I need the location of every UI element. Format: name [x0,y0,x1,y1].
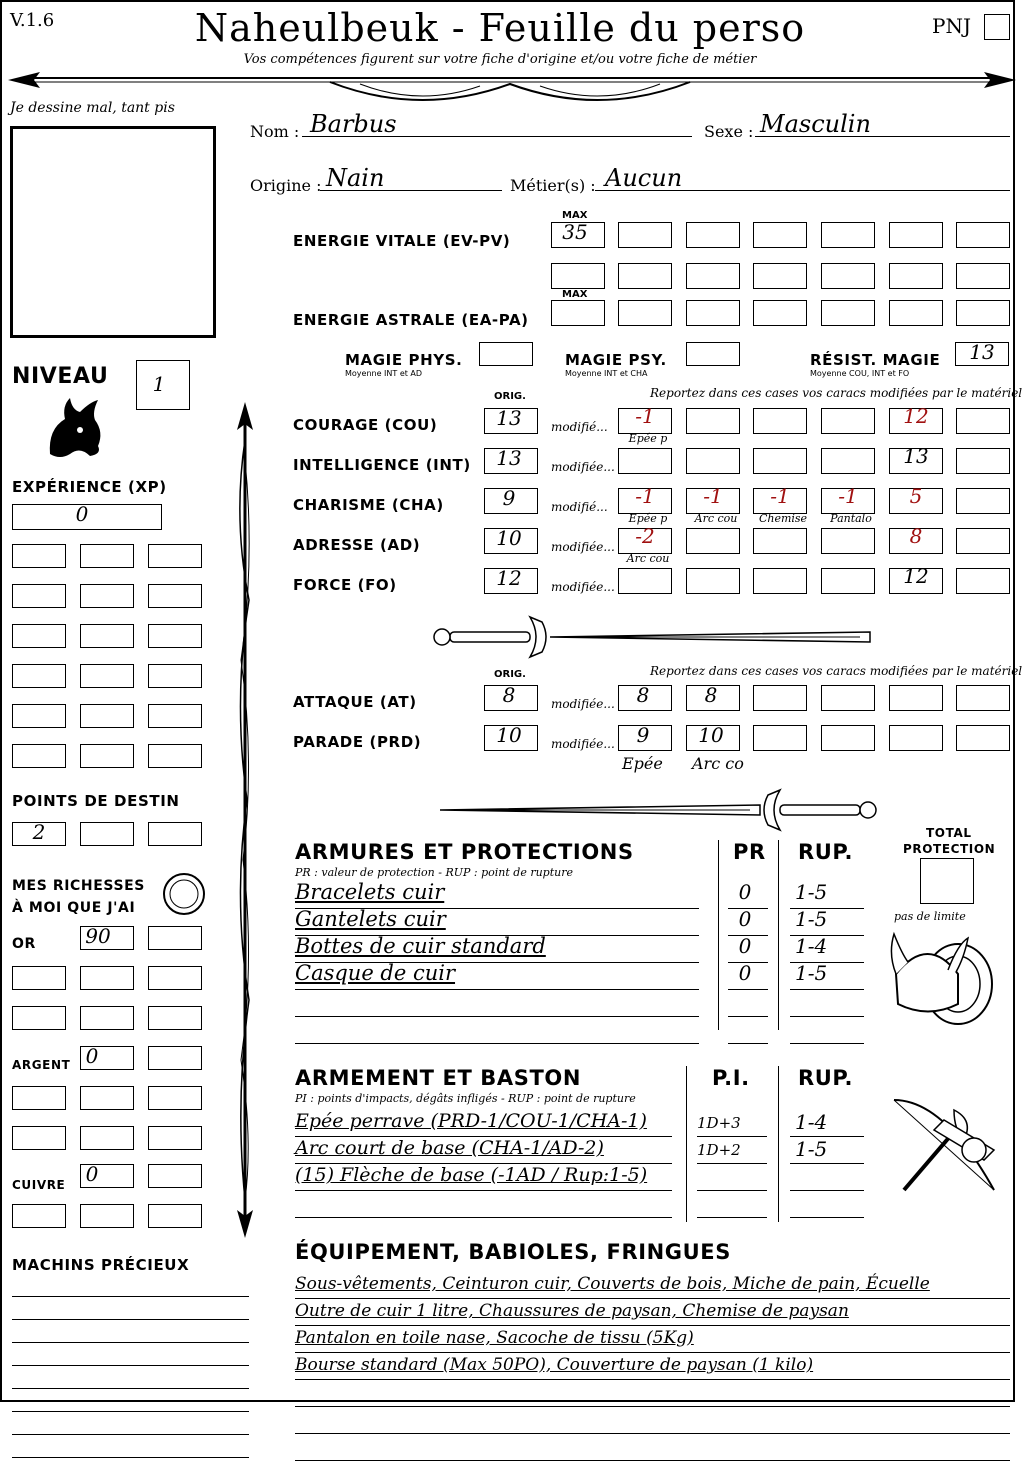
argent-value: 0 [85,1044,99,1068]
carac-mod-cell[interactable] [753,568,807,594]
cuivre-box-2[interactable] [148,1164,202,1188]
xp-cell[interactable] [80,584,134,608]
carac-orig-value: 13 [496,406,522,430]
armure-rup: 1-4 [795,934,828,958]
machins-line[interactable] [12,1388,249,1389]
xp-cell[interactable] [12,624,66,648]
magie-phys-sub: Moyenne INT et AD [345,369,423,378]
ea-max-box[interactable] [551,300,605,326]
xp-cell[interactable] [12,584,66,608]
carac-mod-sub: Chemise [758,512,808,525]
xp-cell[interactable] [80,664,134,688]
arme-rup: 1-4 [795,1110,828,1134]
ea-cell[interactable] [956,300,1010,326]
xp-cell[interactable] [148,744,202,768]
carac-mod-value: -1 [838,484,858,508]
ev-label: ENERGIE VITALE (EV-PV) [293,232,511,250]
combat-orig-value: 10 [496,723,522,747]
sword-illustration [430,612,880,662]
pnj-checkbox[interactable] [984,14,1010,40]
carac-mod-value: 8 [909,524,923,548]
or-cell[interactable] [12,1006,66,1030]
nom-field[interactable]: Barbus [310,110,397,138]
machins-line[interactable] [12,1411,249,1412]
armures-pr-divider-right [778,840,779,1030]
coin-icon [160,870,208,918]
richesses-label-2: À MOI QUE J'AI [12,900,136,916]
pnj-label: PNJ [932,14,971,38]
or-cell[interactable] [12,966,66,990]
machins-line[interactable] [12,1457,249,1458]
argent-cell[interactable] [80,1126,134,1150]
arme-line[interactable] [295,1217,672,1218]
machins-line[interactable] [12,1434,249,1435]
weapons-icon [884,1090,1009,1210]
carac-orig-value: 13 [496,446,522,470]
ev-cell[interactable] [618,222,672,248]
carac-mod-cell[interactable] [956,568,1010,594]
carac-mod-value: -1 [703,484,723,508]
xp-cell[interactable] [148,704,202,728]
carac-mod-cell[interactable] [753,408,807,434]
equipement-title: ÉQUIPEMENT, BABIOLES, FRINGUES [295,1240,731,1264]
destin-value: 2 [32,820,46,844]
carac-orig-value: 12 [496,566,522,590]
sexe-field[interactable]: Masculin [760,110,871,138]
or-cell[interactable] [80,1006,134,1030]
combat-label: ATTAQUE (AT) [293,693,417,711]
dragon-head-icon [40,394,106,464]
carac-mod-cell[interactable] [956,528,1010,554]
ea-label: ENERGIE ASTRALE (EA-PA) [293,311,529,329]
equip-line[interactable] [295,1352,1010,1353]
xp-cell[interactable] [148,584,202,608]
ea-cell[interactable] [889,300,943,326]
armure-rup-line[interactable] [790,1016,864,1017]
ea-cell[interactable] [753,300,807,326]
argent-cell[interactable] [148,1086,202,1110]
ev-max-value: 35 [562,220,588,244]
carac-mod-label: modifiée... [551,580,615,594]
nom-underline [302,136,692,137]
niveau-value: 1 [152,372,166,396]
carac-label: COURAGE (COU) [293,416,438,434]
combat-mod-cell[interactable] [956,685,1010,711]
cuivre-value: 0 [85,1162,99,1186]
armure-name: Gantelets cuir [295,907,446,931]
combat-orig-label: ORIG. [494,669,526,680]
armure-rup-line[interactable] [790,1043,864,1044]
or-box-2[interactable] [148,926,202,950]
armure-pr-line[interactable] [728,1043,768,1044]
carac-mod-sub: Arc cou [626,552,670,565]
armure-pr-line[interactable] [728,1016,768,1017]
equip-text: Bourse standard (Max 50PO), Couverture de paysan (1 kilo) [295,1355,814,1375]
version-label: V.1.6 [10,10,55,31]
carac-mod-value: 13 [903,444,929,468]
page-subtitle: Vos compétences figurent sur votre fiche d'origine et/ou votre fiche de métier [243,52,757,67]
machins-label: MACHINS PRÉCIEUX [12,1256,190,1274]
ea-max-label: MAX [562,289,588,300]
ev-cell[interactable] [956,263,1010,289]
resist-magie-sub: Moyenne COU, INT et FO [810,369,910,378]
equip-line[interactable] [295,1298,1010,1299]
combat-mod-cell[interactable] [753,725,807,751]
arme-pi-line[interactable] [697,1217,767,1218]
carac-mod-cell[interactable] [753,528,807,554]
carac-mod-cell[interactable] [956,448,1010,474]
equip-line[interactable] [295,1325,1010,1326]
magie-psy-label: MAGIE PSY. [565,351,667,369]
arme-pi: 1D+3 [697,1114,741,1132]
xp-cell[interactable] [80,704,134,728]
armures-pr-header: PR [733,840,766,864]
total-protection-label-1: TOTAL [926,826,972,840]
xp-cell[interactable] [148,664,202,688]
carac-mod-cell[interactable] [956,488,1010,514]
arme-pi: 1D+2 [697,1141,741,1159]
carac-mod-sub: Epée p [628,512,668,525]
carac-label: INTELLIGENCE (INT) [293,456,471,474]
ev-cell[interactable] [889,222,943,248]
metier-label: Métier(s) : [510,176,596,195]
destin-box-3[interactable] [148,822,202,846]
carac-mod-cell[interactable] [956,408,1010,434]
carac-mod-label: modifié... [551,420,608,434]
armure-rup: 1-5 [795,961,828,985]
armure-pr: 0 [738,934,752,958]
ev-cell[interactable] [618,263,672,289]
xp-value: 0 [75,502,89,526]
arme-pi-line[interactable] [697,1190,767,1191]
carac-label: ADRESSE (AD) [293,536,421,554]
total-protection-box[interactable] [920,858,974,904]
ev-cell[interactable] [821,263,875,289]
arme-line[interactable] [295,1190,672,1191]
arme-pi-line[interactable] [697,1163,767,1164]
or-cell[interactable] [148,1006,202,1030]
machins-line[interactable] [12,1342,249,1343]
carac-mod-label: modifiée... [551,460,615,474]
armures-pr-divider-left [718,840,719,1030]
armure-rup: 1-5 [795,880,828,904]
carac-mod-cell[interactable] [821,568,875,594]
carac-mod-cell[interactable] [821,528,875,554]
carac-mod-value: 5 [909,484,923,508]
arme-pi-line[interactable] [697,1136,767,1137]
ev-max-label: MAX [562,210,588,221]
magie-psy-sub: Moyenne INT et CHA [565,369,648,378]
carac-label: CHARISME (CHA) [293,496,444,514]
argent-cell[interactable] [12,1126,66,1150]
xp-cell[interactable] [80,744,134,768]
armure-pr-line[interactable] [728,989,768,990]
ev-cell[interactable] [753,222,807,248]
carac-mod-sub: Epée p [628,432,668,445]
sexe-underline [755,136,1010,137]
carac-label: FORCE (FO) [293,576,397,594]
pas-de-limite-note: pas de limite [894,910,966,923]
arme-rup: 1-5 [795,1137,828,1161]
ev-cell[interactable] [686,222,740,248]
armure-rup-line[interactable] [790,989,864,990]
carac-orig-value: 9 [502,486,516,510]
nom-label: Nom : [250,122,300,141]
armement-title: ARMEMENT ET BASTON [295,1066,582,1090]
xp-cell[interactable] [12,544,66,568]
richesses-label-1: MES RICHESSES [12,878,145,894]
helmet-shield-icon [888,924,998,1034]
combat-mod-cell[interactable] [821,725,875,751]
ev-cell[interactable] [889,263,943,289]
resist-magie-label: RÉSIST. MAGIE [810,351,941,369]
origine-label: Origine : [250,176,322,195]
argent-label: ARGENT [12,1058,71,1072]
carac-mod-cell[interactable] [686,568,740,594]
equip-text: Sous-vêtements, Ceinturon cuir, Couverts de bois, Miche de pain, Écuelle [295,1274,930,1294]
argent-cell[interactable] [148,1126,202,1150]
combat-label: PARADE (PRD) [293,733,422,751]
armure-name: Bracelets cuir [295,880,445,904]
combat-mod-cell[interactable] [889,685,943,711]
arme-name: Epée perrave (PRD-1/COU-1/CHA-1) [295,1110,647,1132]
combat-mod-label: modifiée... [551,697,615,711]
xp-cell[interactable] [12,744,66,768]
combat-mod-value: 8 [636,683,650,707]
carac-mod-value: -1 [635,404,655,428]
ev-cell[interactable] [551,263,605,289]
machins-line[interactable] [12,1365,249,1366]
niveau-label: NIVEAU [12,364,109,389]
xp-cell[interactable] [80,624,134,648]
equip-line[interactable] [295,1406,1010,1407]
armure-pr: 0 [738,907,752,931]
carac-mod-cell[interactable] [821,408,875,434]
combat-under-1: Epée [622,754,663,773]
or-label: OR [12,936,36,952]
caracs-orig-label: ORIG. [494,391,526,402]
ev-cell[interactable] [956,222,1010,248]
armement-rup-header: RUP. [798,1066,854,1090]
sexe-label: Sexe : [704,122,754,141]
xp-cell[interactable] [148,544,202,568]
arme-rup-line[interactable] [790,1217,864,1218]
xp-cell[interactable] [80,544,134,568]
argent-cell[interactable] [80,1086,134,1110]
destin-label: POINTS DE DESTIN [12,792,180,810]
arme-rup-line[interactable] [790,1190,864,1191]
or-value: 90 [85,924,111,948]
carac-mod-cell[interactable] [753,448,807,474]
metier-underline [595,190,1010,191]
xp-cell[interactable] [148,624,202,648]
combat-mod-label: modifiée... [551,737,615,751]
armures-rup-header: RUP. [798,840,854,864]
armement-pi-divider-left [686,1066,687,1222]
xp-cell[interactable] [12,704,66,728]
armure-line[interactable] [295,1016,699,1017]
armure-pr: 0 [738,961,752,985]
carac-mod-label: modifiée... [551,540,615,554]
carac-mod-value: 12 [903,404,929,428]
carac-mod-cell[interactable] [618,568,672,594]
combat-under-2: Arc co [692,754,744,773]
total-protection-label-2: PROTECTION [903,842,996,856]
origine-field[interactable]: Nain [326,164,385,192]
machins-line[interactable] [12,1296,249,1297]
xp-label: EXPÉRIENCE (XP) [12,478,167,496]
caracs-note: Reportez dans ces cases vos caracs modifiées par le matériel [650,386,1023,400]
combat-mod-value: 10 [698,723,724,747]
magie-phys-label: MAGIE PHYS. [345,351,463,369]
portrait-box[interactable] [10,126,216,338]
ev-cell[interactable] [821,222,875,248]
armement-pi-divider-right [778,1066,779,1222]
armures-sub: PR : valeur de protection - RUP : point de rupture [295,866,573,879]
carac-mod-cell[interactable] [686,408,740,434]
carac-mod-sub: Arc cou [694,512,738,525]
metier-field[interactable]: Aucun [605,164,683,192]
cuivre-cell[interactable] [12,1204,66,1228]
equip-text: Outre de cuir 1 litre, Chaussures de paysan, Chemise de paysan [295,1301,849,1321]
sword-illustration-2 [430,785,880,835]
ev-cell[interactable] [753,263,807,289]
carac-mod-value: 12 [903,564,929,588]
ea-cell[interactable] [821,300,875,326]
carac-mod-value: -1 [770,484,790,508]
equip-line[interactable] [295,1433,1010,1434]
arme-name: Arc court de base (CHA-1/AD-2) [295,1137,604,1159]
armure-name: Casque de cuir [295,961,456,985]
combat-orig-value: 8 [502,683,516,707]
argent-box-2[interactable] [148,1046,202,1070]
ea-cell[interactable] [686,300,740,326]
portrait-caption: Je dessine mal, tant pis [10,100,175,116]
ea-cell[interactable] [618,300,672,326]
combat-mod-value: 8 [704,683,718,707]
or-cell[interactable] [148,966,202,990]
magie-phys-box[interactable] [479,342,533,366]
carac-mod-value: -2 [635,524,655,548]
carac-mod-cell[interactable] [686,528,740,554]
carac-mod-label: modifié... [551,500,608,514]
combat-mod-value: 9 [636,723,650,747]
combat-mod-cell[interactable] [889,725,943,751]
xp-cell[interactable] [12,664,66,688]
or-cell[interactable] [80,966,134,990]
machins-line[interactable] [12,1319,249,1320]
carac-mod-sub: Pantalo [830,512,872,525]
carac-mod-cell[interactable] [618,448,672,474]
arme-name: (15) Flèche de base (-1AD / Rup:1-5) [295,1164,648,1186]
argent-cell[interactable] [12,1086,66,1110]
magie-psy-box[interactable] [686,342,740,366]
origine-underline [320,190,502,191]
combat-mod-cell[interactable] [821,685,875,711]
carac-mod-value: -1 [635,484,655,508]
arme-rup-line[interactable] [790,1163,864,1164]
destin-box-2[interactable] [80,822,134,846]
cuivre-label: CUIVRE [12,1178,66,1192]
armure-line[interactable] [295,1043,699,1044]
cuivre-cell[interactable] [80,1204,134,1228]
page-title: Naheulbeuk - Feuille du perso [194,6,806,50]
armement-sub: PI : points d'impacts, dégâts infligés - RUP : point de rupture [295,1092,636,1105]
equip-line[interactable] [295,1379,1010,1380]
armure-pr: 0 [738,880,752,904]
armures-title: ARMURES ET PROTECTIONS [295,840,634,864]
carac-mod-cell[interactable] [686,448,740,474]
armure-line[interactable] [295,989,699,990]
combat-mod-cell[interactable] [753,685,807,711]
armure-name: Bottes de cuir standard [295,934,546,958]
equip-text: Pantalon en toile nase, Sacoche de tissu (5Kg) [295,1328,694,1348]
cuivre-cell[interactable] [148,1204,202,1228]
equip-line[interactable] [295,1460,1010,1461]
armure-rup: 1-5 [795,907,828,931]
carac-mod-cell[interactable] [821,448,875,474]
combat-mod-cell[interactable] [956,725,1010,751]
vertical-spear [225,400,265,1240]
resist-magie-value: 13 [969,340,995,364]
combat-note: Reportez dans ces cases vos caracs modifiées par le matériel [650,664,1023,678]
carac-orig-value: 10 [496,526,522,550]
ev-cell[interactable] [686,263,740,289]
armement-pi-header: P.I. [712,1066,750,1090]
